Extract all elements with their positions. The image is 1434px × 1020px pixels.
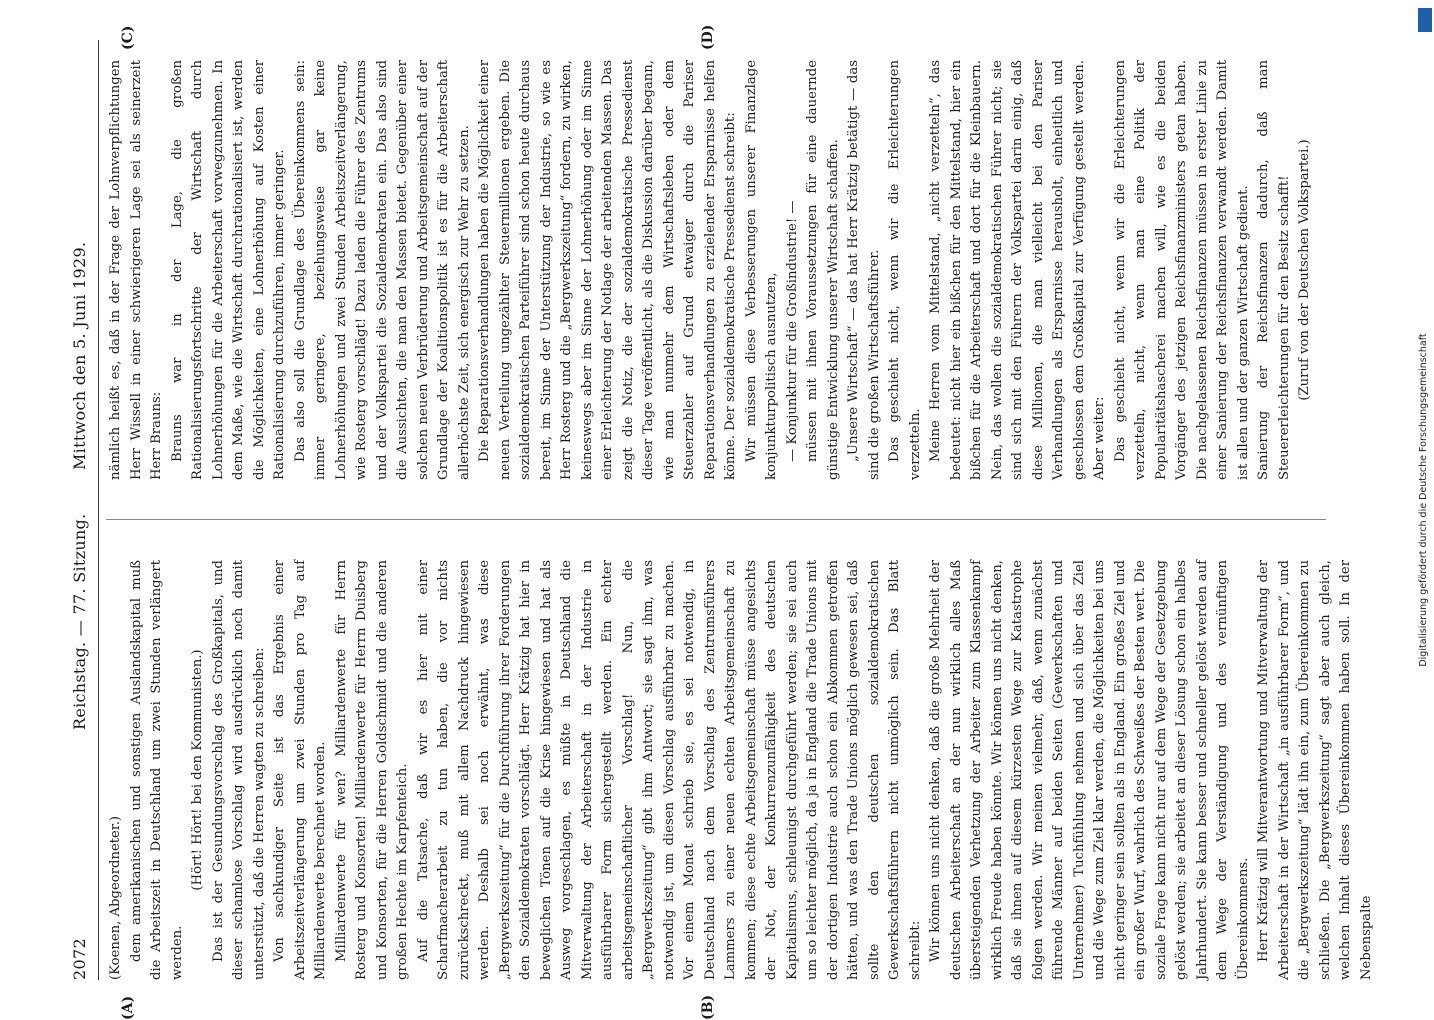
paragraph: Auf die Tatsache, daß wir es hier mit einer Scharfmacherarbeit zu tun haben, die vor nichts zurückschreckt, muß mit allem Nachdruck hingewiesen werden. Deshalb sei noch erwähnt, was diese „Bergwerkszeitung“ für die Durchführung ihrer Forderungen den Sozialdemokraten vorschlägt. Herr Krätzig hat hier in beweglichen Tönen auf die Krise hingewiesen und hat als Ausweg vorgeschlagen, es müßte in Deutschland die Mitverwaltung der Arbeiterschaft in der Industrie in ausführbarer Form sichergestellt werden. Ein echter arbeitsgemeinschaftlicher Vorschlag! Nun, die „Bergwerkszeitung“ gibt ihm Antwort; sie sagt ihm, was notwendig ist, um diesen Vorschlag ausführbar zu machen. Vor einem Monat schrieb sie, es sei notwendig, in Deutschland nach dem Vorschlag des Zentrumsführers Lammers zu einer neuen echten Arbeitsgemeinschaft zu kommen; diese echte Arbeitsgemeinschaft müsse angesichts der Not, der Konkurrenzunfähigkeit des deutschen Kapitalismus, schleunigst durchgeführt werden; sie sei auch um so leichter möglich, da ja in England die Trade Unions mit der dortigen Industrie auch schon ein Abkommen getroffen hätten, und was den Trade Unions möglich gewesen sei, daß sollte den deutschen sozialdemokratischen Gewerkschaftsführern nicht unmöglich sein. Das Blatt schreibt:: [415, 560, 923, 980]
margin-marker-c: (C): [120, 25, 136, 50]
paragraph: Meine Herren vom Mittelstand, „nicht verzetteln“, das bedeutet: nicht hier ein bißchen für den Mittelstand, hier ein bißchen für die Arbeiterschaft und dort für die Kleinbauern. Nein, das wollen die sozialdemokratischen Führer nicht; sie sind sich mit den Führern der Volkspartei darin einig, daß diese Millionen, die man vielleicht bei den Pariser Verhandlungen als Ersparnisse herausholt, einheitlich und geschlossen dem Großkapital zur Verfügung gestellt werden. Aber weiter:: [928, 60, 1107, 480]
paragraph: (Zuruf von der Deutschen Volkspartei.): [1297, 139, 1312, 401]
paragraph: Herr Krätzig will Mitverantwortung und Mitverwaltung der Arbeiterschaft in der Wirtschaft „in ausführbarer Form“, und die „Bergwerkszeitung“ lädt ihn ein, zum Übereinkommen zu schließen. Die „Bergwerkszeitung“ sagt aber auch gleich, welchen Inhalt dieses Übereinkommen haben soll. In der Nebenspalte: [1256, 560, 1374, 980]
paragraph: müssen mit ihnen Voraussetzungen für eine dauernde günstige Entwicklung unserer Wirtschaft schaffen.: [805, 60, 841, 480]
paragraph: „Unsere Wirtschaft“ — das hat Herr Krätzig betätigt — das sind die großen Wirtschaftsführer.: [846, 60, 882, 480]
running-title: Reichstag. — 77. Sitzung.: [70, 513, 89, 730]
page-number: 2072: [70, 938, 89, 980]
session-date: Mittwoch den 5. Juni 1929.: [70, 241, 89, 470]
paragraph: Brauns war in der Lage, die großen Rationalisierungsfortschritte der Wirtschaft durch Lohnerhöhungen für die Arbeiterschaft vorwegzunehmen. In dem Maße, wie die Wirtschaft durchrationalisiert ist, werden die Möglichkeiten, eine Lohnerhöhung auf Kosten einer Rationalisierung durchzuführen, immer geringer.: [169, 60, 287, 480]
digitization-credit-text: Digitalisierung gefördert durch die Deutsche Forschungsgemeinschaft: [1418, 333, 1429, 667]
margin-marker-b: (B): [700, 994, 716, 1020]
left-column: [106, 560, 1377, 980]
digitization-credit: [1418, 10, 1434, 990]
paragraph: Wir können uns nicht denken, daß die große Mehrheit der deutschen Arbeiterschaft an der nun wirklich alles Maß übersteigenden Verhetzung der Arbeiter zum Klassenkampf wirklich Freude haben könnte. Wir können uns nicht denken, daß sie ihnen auf diesem kürzesten Wege zur Katastrophe folgen werden. Wir meinen vielmehr, daß, wenn zunächst führende Männer auf beiden Seiten (Gewerkschaften und Unternehmer) Tuchfühlung nehmen und sich über das Ziel und die Wege zum Ziel klar werden, die Möglichkeiten bei uns nicht geringer sein sollten als in England. Ein großes Ziel und ein großer Wurf, wahrlich des Schweißes der Besten wert. Die soziale Frage kann nicht nur auf dem Wege der Gesetzgebung gelöst werden; sie arbeitet an dieser Lösung schon ein halbes Jahrhundert. Sie kann besser und schneller gelöst werden auf dem Wege der Verständigung und des vernünftigen Übereinkommens.: [928, 560, 1251, 980]
paragraph: Milliardenwerte für wen? Milliardenwerte für Herrn Rosterg und Konsorten! Milliardenwerte für Herrn Duisberg und Konsorten, für die Herren Goldschmidt und die anderen großen Hechte im Karpfenteich.: [333, 560, 410, 980]
paragraph: dem amerikanischen und sonstigen Auslandskapital muß die Arbeitszeit in Deutschland um zwei Stunden verlängert werden.: [128, 560, 185, 980]
paragraph: Das ist der Gesundungsvorschlag des Großkapitals, und dieser schamlose Vorschlag wird ausdrücklich noch damit unterstützt, daß die Herren wagten zu schreiben:: [210, 560, 267, 980]
column-divider: [106, 519, 1326, 520]
paragraph: Von sachkundiger Seite ist das Ergebnis einer Arbeitszeitverlängerung um zwei Stunden pro Tag auf Milliardenwerte berechnet worden.: [272, 560, 328, 980]
paragraph: Das geschieht nicht, wenn wir die Erleichterungen verzetteln.: [887, 60, 923, 480]
paragraph: Das geschieht nicht, wenn wir die Erleichterungen verzetteln, nicht, wenn man eine Politik der Popularitätshascherei machen will, wie es die beiden Vorgänger des jetzigen Reichsfinanzministers getan haben. Die nachgelassenen Reichsfinanzen müssen in erster Linie zu einer Sanierung der Reichsfinanzen verwandt werden. Damit ist allen und der ganzen Wirtschaft gedient.: [1112, 60, 1251, 480]
rotated-page: [60, 24, 1374, 1020]
header-rule: [98, 40, 99, 980]
margin-marker-d: (D): [700, 24, 716, 50]
paragraph: (Hört! Hört! bei den Kommunisten.): [190, 649, 205, 891]
paragraph: Wir müssen diese Verbesserungen unserer Finanzlage konjunkturpolitisch ausnutzen,: [743, 60, 779, 480]
paragraph: — Konjunktur für die Großindustrie! —: [784, 200, 800, 462]
paragraph: Sanierung der Reichsfinanzen dadurch, daß man Steuererleichterungen für den Besitz schafft!: [1256, 60, 1292, 480]
margin-marker-a: (A): [120, 995, 136, 1020]
paragraph: (Koenen, Abgeordneter.): [108, 815, 123, 980]
paragraph: nämlich heißt es, daß in der Frage der Lohnverpflichtungen Herr Wissell in einer schwierigeren Lage sei als seinerzeit Herr Brauns:: [108, 60, 164, 480]
paragraph: Die Reparationsverhandlungen haben die Möglichkeit einer neuen Verteilung ungezählter Steuermillionen ergeben. Die sozialdemokratischen Parteiführer sind schon heute durchaus bereit, im Sinne der Unterstützung der Industrie, so wie es Herr Rosterg und die „Bergwerkszeitung“ fordern, zu wirken, keineswegs aber im Sinne der Lohnerhöhung oder im Sinne einer Erleichterung der Notlage der arbeitenden Massen. Das zeigt die Notiz, die der sozialdemokratische Pressedienst dieser Tage veröffentlicht, als die Diskussion darüber begann, wie man nunmehr dem Wirtschaftsleben oder dem Steuerzahler auf Grund etwaiger durch die Pariser Reparationsverhandlungen zu erzielender Ersparnisse helfen könne. Der sozialdemokratische Pressedienst schreibt:: [477, 60, 738, 480]
paragraph: Das also soll die Grundlage des Übereinkommens sein: immer geringere, beziehungsweise gar keine Lohnerhöhungen und zwei Stunden Arbeitszeitverlängerung, wie Rosterg vorschlägt! Dazu laden die Führer des Zentrums und der Volkspartei die Sozialdemokraten ein. Das also sind die Aussichten, die man den Massen bietet. Gegenüber einer solchen neuen Verbrüderung und Arbeitsgemeinschaft auf der Grundlage der Koalitionspolitik ist es für die Arbeiterschaft allerhöchste Zeit, sich energisch zur Wehr zu setzen.: [292, 60, 472, 480]
right-column: [106, 60, 1316, 480]
page-header: [60, 40, 100, 980]
